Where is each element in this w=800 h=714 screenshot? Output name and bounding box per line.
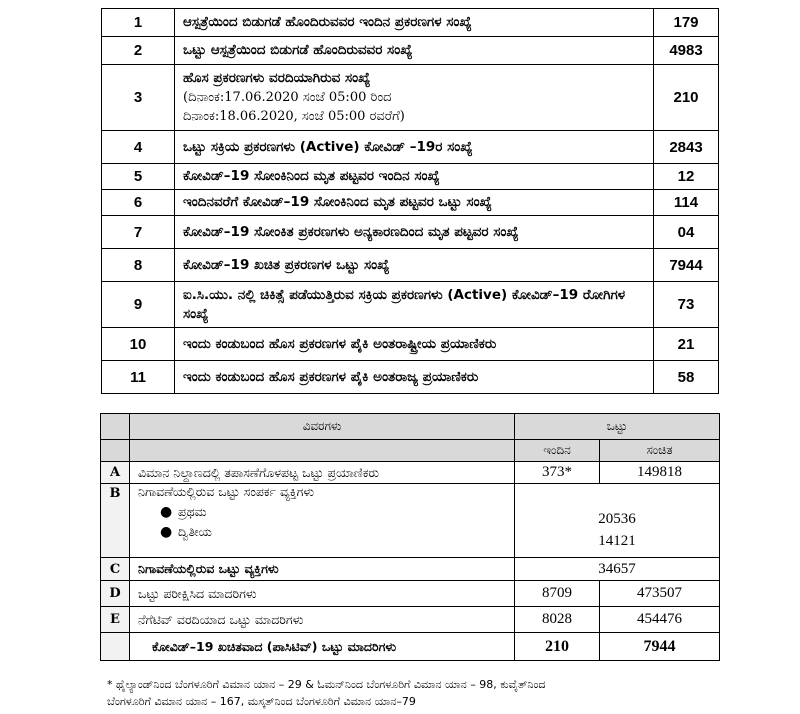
row-description xyxy=(175,9,654,37)
row-value: 12 xyxy=(654,164,719,190)
row-value: 179 xyxy=(654,9,719,37)
row-label: ಒಟ್ಟು ಪರೀಕ್ಷಿಸಿದ ಮಾದರಿಗಳು xyxy=(130,581,515,607)
table-row xyxy=(102,249,719,282)
table-row xyxy=(102,190,719,216)
row-number: 1 xyxy=(102,9,175,37)
table-row xyxy=(101,581,720,607)
row-value: 04 xyxy=(654,216,719,249)
table-row xyxy=(102,282,719,328)
row-value: 7944 xyxy=(654,249,719,282)
row-number: 9 xyxy=(102,282,175,328)
row-label: ವಿಮಾನ ನಿಲ್ದಾಣದಲ್ಲಿ ತಪಾಸಣೆಗೊಳಪಟ್ಟ ಒಟ್ಟು ಪ್ರಯಾಣಿಕರು xyxy=(130,462,515,484)
row-key xyxy=(101,633,130,661)
bullet-icon: ● xyxy=(160,524,173,540)
details-table xyxy=(100,413,720,661)
row-description xyxy=(175,361,654,394)
contacts-values xyxy=(515,484,720,558)
row-label: ನಿಗಾವಣೆಯಲ್ಲಿರುವ ಒಟ್ಟು ಸಂಪರ್ಕ ವ್ಯಕ್ತಿಗಳು xyxy=(138,484,315,499)
primary-value: 20536 xyxy=(598,510,636,527)
blank-cell xyxy=(130,440,515,462)
header-total: ಒಟ್ಟು xyxy=(515,414,720,440)
row-number: 4 xyxy=(102,131,175,164)
row-value: 58 xyxy=(654,361,719,394)
footnote xyxy=(107,676,707,710)
row-label: ಒಟ್ಟು ಆಸ್ಪತ್ರೆಯಿಂದ ಬಿಡುಗಡೆ ಹೊಂದಿರುವವರ ಸಂಖ್ಯೆ xyxy=(183,42,413,58)
list-item xyxy=(138,504,514,520)
row-value: 114 xyxy=(654,190,719,216)
row-description xyxy=(175,282,654,328)
row-label: ಆಸ್ಪತ್ರೆಯಿಂದ ಬಿಡುಗಡೆ ಹೊಂದಿರುವವರ ಇಂದಿನ ಪ್ರಕರಣಗಳ ಸಂಖ್ಯೆ xyxy=(183,14,472,30)
value-cumulative: 473507 xyxy=(600,581,720,607)
row-description xyxy=(175,216,654,249)
header-details: ವಿವರಗಳು xyxy=(130,414,515,440)
summary-table xyxy=(101,8,719,394)
secondary-label: ದ್ವಿತೀಯ xyxy=(178,524,212,539)
row-sublabel: ದಿನಾಂಕ:18.06.2020, ಸಂಜೆ 05:00 ರವರೆಗೆ) xyxy=(183,109,405,124)
table-row xyxy=(102,361,719,394)
row-key: C xyxy=(101,558,130,581)
value-today: 373* xyxy=(515,462,600,484)
row-description xyxy=(175,328,654,361)
secondary-value: 14121 xyxy=(598,532,636,549)
row-label: ಹೊಸ ಪ್ರಕರಣಗಳು ವರದಿಯಾಗಿರುವ ಸಂಖ್ಯೆ xyxy=(183,70,371,86)
row-key: D xyxy=(101,581,130,607)
row-value: 210 xyxy=(654,65,719,131)
row-description xyxy=(175,249,654,282)
table-row xyxy=(101,607,720,633)
row-value: 2843 xyxy=(654,131,719,164)
table-row xyxy=(102,37,719,65)
primary-label: ಪ್ರಥಮ xyxy=(178,504,207,519)
value-total: 34657 xyxy=(515,558,720,581)
table-row xyxy=(102,328,719,361)
row-number: 3 xyxy=(102,65,175,131)
header-today: ಇಂದಿನ xyxy=(515,440,600,462)
value-cumulative: 454476 xyxy=(600,607,720,633)
value-today: 210 xyxy=(515,633,600,661)
header-cumulative: ಸಂಚಿತ xyxy=(600,440,720,462)
row-label: ನೆಗೆಟಿವ್ ವರದಿಯಾದ ಒಟ್ಟು ಮಾದರಿಗಳು xyxy=(130,607,515,633)
row-key: B xyxy=(101,484,130,558)
value-today: 8028 xyxy=(515,607,600,633)
value-today: 8709 xyxy=(515,581,600,607)
row-number: 5 xyxy=(102,164,175,190)
row-description xyxy=(175,164,654,190)
table-row xyxy=(101,558,720,581)
row-number: 10 xyxy=(102,328,175,361)
footnote-line: * ಥೈಲ್ಯಾಂಡ್‌ನಿಂದ ಬೆಂಗಳೂರಿಗೆ ವಿಮಾನ ಯಾನ – 29 & ಓಮನ್‌ನಿಂದ ಬೆಂಗಳೂರಿಗೆ ವಿಮಾನ ಯಾನ – 98, ಕುವೈತ್‌ನಿಂದ xyxy=(107,678,546,691)
table-row xyxy=(102,131,719,164)
row-sublabel: (ದಿನಾಂಕ:17.06.2020 ಸಂಜೆ 05:00 ರಿಂದ xyxy=(183,90,392,105)
footnote-line: ಬೆಂಗಳೂರಿಗೆ ವಿಮಾನ ಯಾನ – 167, ಮಸ್ಕತ್‌ನಿಂದ ಬೆಂಗಳೂರಿಗೆ ವಿಮಾನ ಯಾನ–79 xyxy=(107,695,416,708)
row-value: 73 xyxy=(654,282,719,328)
row-label: ಒಟ್ಟು ಸಕ್ರಿಯ ಪ್ರಕರಣಗಳು (Active) ಕೋವಿಡ್ –19ರ ಸಂಖ್ಯೆ xyxy=(183,138,473,155)
row-label: ಕೋವಿಡ್–19 ಖಚಿತ ಪ್ರಕರಣಗಳ ಒಟ್ಟು ಸಂಖ್ಯೆ xyxy=(183,256,390,273)
row-label: ಕೋವಿಡ್–19 ಸೋಂಕಿತ ಪ್ರಕರಣಗಳು ಅನ್ಯಕಾರಣದಿಂದ ಮೃತ ಪಟ್ಟವರ ಸಂಖ್ಯೆ xyxy=(183,223,519,240)
blank-cell xyxy=(101,440,130,462)
row-key: A xyxy=(101,462,130,484)
row-label: ನಿಗಾವಣೆಯಲ್ಲಿರುವ ಒಟ್ಟು ವ್ಯಕ್ತಿಗಳು xyxy=(130,558,515,581)
row-value: 21 xyxy=(654,328,719,361)
table-row xyxy=(102,9,719,37)
row-label-cell xyxy=(130,484,515,558)
list-item xyxy=(138,524,514,540)
row-label: ಇಂದು ಕಂಡುಬಂದ ಹೊಸ ಪ್ರಕರಣಗಳ ಪೈಕಿ ಅಂತರಾಜ್ಯ ಪ್ರಯಾಣಿಕರು xyxy=(183,368,479,385)
row-description xyxy=(175,131,654,164)
value-cumulative: 149818 xyxy=(600,462,720,484)
table-row xyxy=(101,462,720,484)
row-label: ಇಂದಿನವರೆಗೆ ಕೋವಿಡ್–19 ಸೋಂಕಿನಿಂದ ಮೃತ ಪಟ್ಟವರ ಒಟ್ಟು ಸಂಖ್ಯೆ xyxy=(183,194,492,210)
row-description xyxy=(175,65,654,131)
table-row xyxy=(102,65,719,131)
table-row xyxy=(101,633,720,661)
table-row xyxy=(101,484,720,558)
row-number: 11 xyxy=(102,361,175,394)
row-key: E xyxy=(101,607,130,633)
row-number: 7 xyxy=(102,216,175,249)
row-description xyxy=(175,190,654,216)
row-label: ಇಂದು ಕಂಡುಬಂದ ಹೊಸ ಪ್ರಕರಣಗಳ ಪೈಕಿ ಅಂತರಾಷ್ಟ್ರೀಯ ಪ್ರಯಾಣಿಕರು xyxy=(183,335,497,352)
row-value: 4983 xyxy=(654,37,719,65)
table-row xyxy=(102,164,719,190)
bullet-icon: ● xyxy=(160,504,173,520)
table-row xyxy=(102,216,719,249)
row-number: 6 xyxy=(102,190,175,216)
row-number: 2 xyxy=(102,37,175,65)
row-label: ಐ.ಸಿ.ಯು. ನಲ್ಲಿ ಚಿಕಿತ್ಸೆ ಪಡೆಯುತ್ತಿರುವ ಸಕ್ರಿಯ ಪ್ರಕರಣಗಳು (Active) ಕೋವಿಡ್–19 ರೋಗಿಗಳ ಸಂಖ್ಯೆ xyxy=(183,286,626,322)
row-number: 8 xyxy=(102,249,175,282)
row-label: ಕೋವಿಡ್–19 ಖಚಿತವಾದ (ಪಾಸಿಟಿವ್) ಒಟ್ಟು ಮಾದರಿಗಳು xyxy=(130,633,515,661)
row-description xyxy=(175,37,654,65)
row-label: ಕೋವಿಡ್–19 ಸೋಂಕಿನಿಂದ ಮೃತ ಪಟ್ಟವರ ಇಂದಿನ ಸಂಖ್ಯೆ xyxy=(183,168,440,184)
corner-cell xyxy=(101,414,130,440)
value-cumulative: 7944 xyxy=(600,633,720,661)
